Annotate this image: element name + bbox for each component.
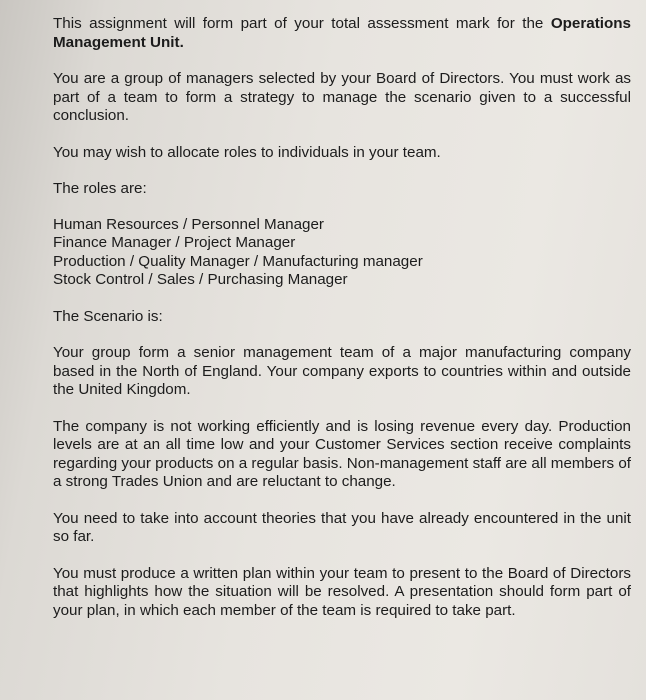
roles-heading: The roles are: [53,180,147,197]
role-item: Production / Quality Manager / Manufacturing manager [53,252,423,270]
plan-paragraph: You must produce a written plan within your team to present to the Board of Directors that highlights how the situation will be resolved. A presentation should form part of your plan, in which each member of the team is required to take part. [53,564,631,619]
intro-text: This assignment will form part of your total assessment mark for the [53,15,544,32]
role-item: Human Resources / Personnel Manager [53,215,324,233]
theories-paragraph: You need to take into account theories that you have already encountered in the unit so far. [53,509,631,545]
role-item: Finance Manager / Project Manager [53,234,296,251]
unit-name: Operations Management Unit. [53,15,631,51]
intro-paragraph [53,15,631,52]
role-item: Stock Control / Sales / Purchasing Manager [53,271,348,288]
assignment-text [53,15,631,620]
problems-paragraph: The company is not working efficiently and is losing revenue every day. Production levels are at an all time low and your Customer Services section receive complaints regarding your products on a regular basis. Non-management staff are all members of a strong Trades Union and are reluctant to change. [53,417,631,490]
allocate-roles-paragraph: You may wish to allocate roles to individuals in your team. [53,143,441,161]
team-paragraph: You are a group of managers selected by your Board of Directors. You must work as part of a team to form a strategy to manage the scenario given to a successful conclusion. [53,70,631,124]
roles-list [53,216,631,290]
scenario-heading: The Scenario is: [53,307,163,325]
company-paragraph: Your group form a senior management team of a major manufacturing company based in the North of England. Your company exports to countries within and outside the United Kingdom. [53,344,631,398]
